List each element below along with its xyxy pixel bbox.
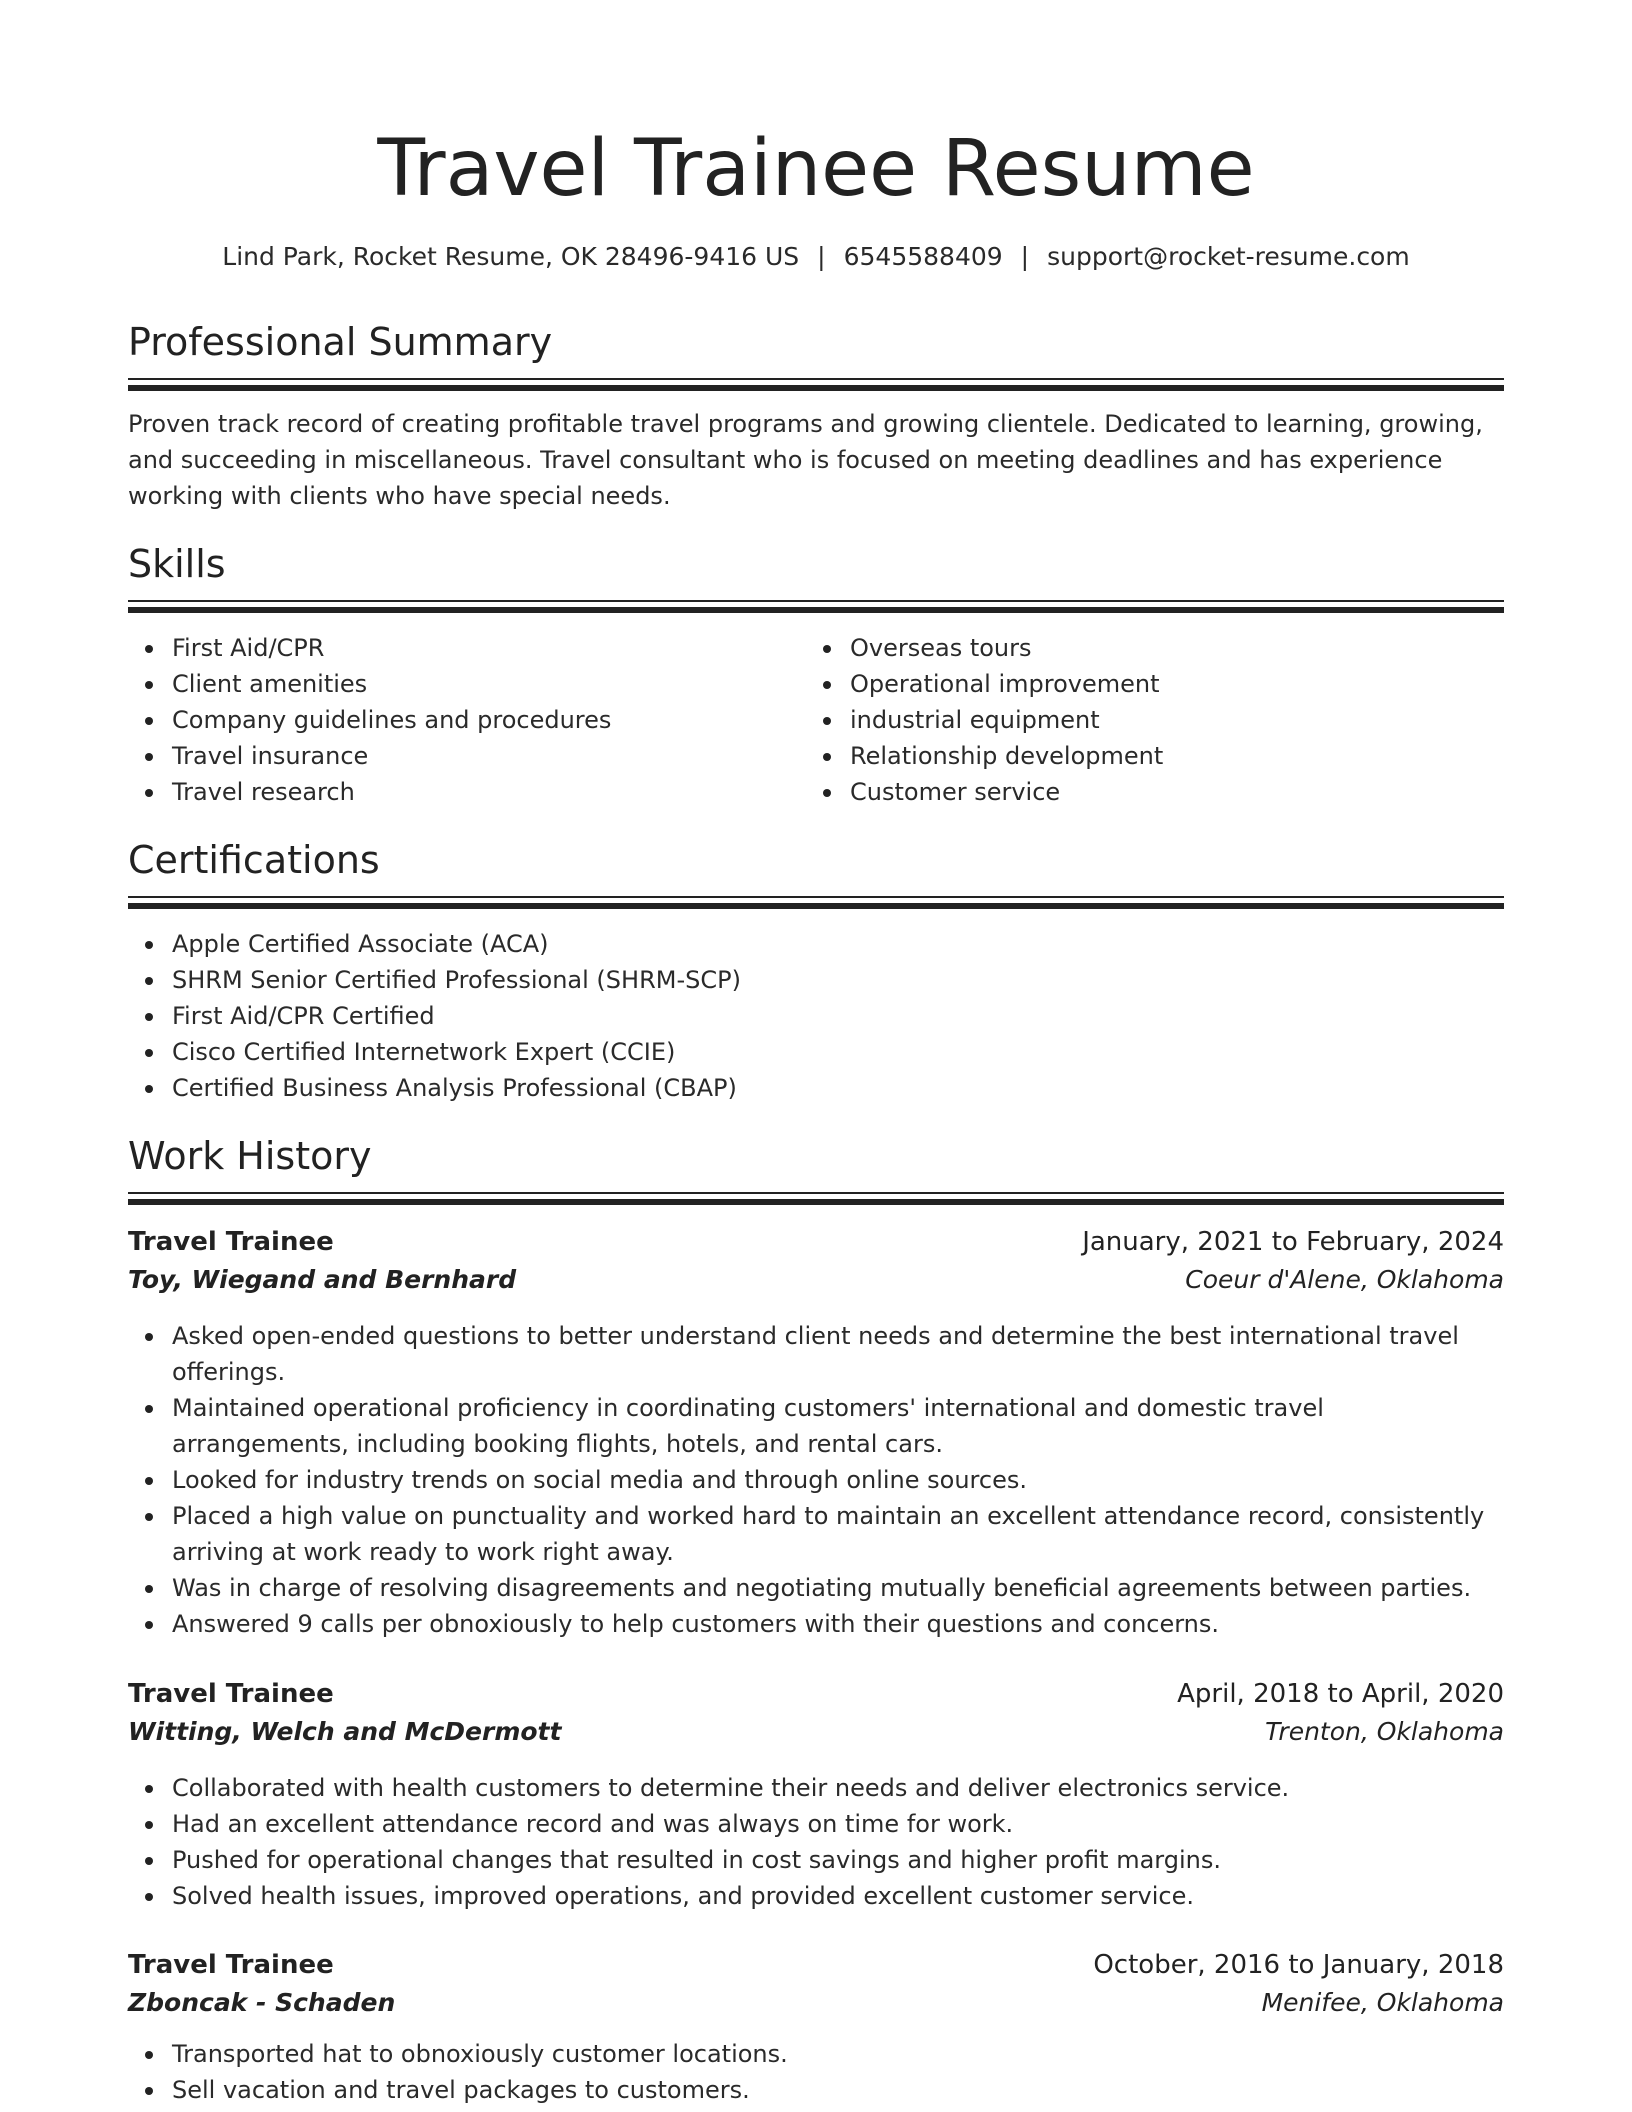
skill-item: Travel insurance xyxy=(172,738,812,774)
job-bullet: Had an excellent attendance record and was always on time for work. xyxy=(172,1806,1504,1842)
section-divider xyxy=(128,607,1504,613)
job-bullets xyxy=(128,2036,1504,2108)
job-company: Toy, Wiegand and Bernhard xyxy=(128,1265,517,1294)
job-bullet: Pushed for operational changes that resulted in cost savings and higher profit margins. xyxy=(172,1842,1504,1878)
job-header xyxy=(128,1675,1504,1713)
skills-section-header xyxy=(128,540,1504,588)
skill-item: First Aid/CPR xyxy=(172,630,812,666)
job-header xyxy=(128,1946,1504,1984)
job-bullet: Maintained operational proficiency in coordinating customers' international and domestic travel arrangements, including booking flights, hotels, and rental cars. xyxy=(172,1390,1504,1462)
job-bullet: Asked open-ended questions to better understand client needs and determine the best international travel offerings. xyxy=(172,1318,1504,1390)
skills-list-right xyxy=(806,630,1504,810)
contact-line xyxy=(0,240,1632,274)
contact-email: support@rocket-resume.com xyxy=(1047,242,1410,271)
skill-item: industrial equipment xyxy=(850,702,1504,738)
contact-address: Lind Park, Rocket Resume, OK 28496-9416 US xyxy=(222,242,800,271)
contact-separator: | xyxy=(817,242,826,271)
job-bullet: Was in charge of resolving disagreements and negotiating mutually beneficial agreements between parties. xyxy=(172,1570,1504,1606)
job-bullet: Transported hat to obnoxiously customer locations. xyxy=(172,2036,1504,2072)
certifications-section-header xyxy=(128,836,1504,884)
resume-title: Travel Trainee Resume xyxy=(377,124,1255,214)
skill-item: Customer service xyxy=(850,774,1504,810)
job-title: Travel Trainee xyxy=(128,1950,334,1980)
section-divider xyxy=(128,378,1504,380)
job-subheader xyxy=(128,1261,1504,1299)
job-bullets xyxy=(128,1318,1504,1642)
skill-item: Overseas tours xyxy=(850,630,1504,666)
job-bullet: Collaborated with health customers to determine their needs and deliver electronics service. xyxy=(172,1770,1504,1806)
certification-item: Certified Business Analysis Professional (CBAP) xyxy=(172,1070,1504,1106)
job-bullet: Sell vacation and travel packages to customers. xyxy=(172,2072,1504,2108)
summary-text: Proven track record of creating profitable travel programs and growing clientele. Dedicated to learning, growing, and succeeding in miscellaneous. Travel consultant who is focused on meeting deadlines and has experience working with clients who have special needs. xyxy=(128,410,1483,510)
job-bullet: Answered 9 calls per obnoxiously to help customers with their questions and concerns. xyxy=(172,1606,1504,1642)
job-company: Zboncak - Schaden xyxy=(128,1988,396,2017)
job-subheader xyxy=(128,1713,1504,1751)
job-location: Coeur d'Alene, Oklahoma xyxy=(1185,1265,1504,1294)
section-divider xyxy=(128,1192,1504,1194)
certification-item: Cisco Certified Internetwork Expert (CCIE) xyxy=(172,1034,1504,1070)
job-location: Menifee, Oklahoma xyxy=(1261,1988,1504,2017)
job-header xyxy=(128,1223,1504,1261)
job-title: Travel Trainee xyxy=(128,1679,334,1709)
skill-item: Client amenities xyxy=(172,666,812,702)
summary-section-header xyxy=(128,318,1504,366)
work-heading: Work History xyxy=(128,1134,372,1178)
job-dates: October, 2016 to January, 2018 xyxy=(1093,1950,1504,1980)
job-bullet: Solved health issues, improved operations, and provided excellent customer service. xyxy=(172,1878,1504,1914)
skill-item: Company guidelines and procedures xyxy=(172,702,812,738)
job-subheader xyxy=(128,1984,1504,2022)
job-bullet: Placed a high value on punctuality and worked hard to maintain an excellent attendance record, consistently arriving at work ready to work right away. xyxy=(172,1498,1504,1570)
section-divider xyxy=(128,903,1504,909)
certification-item: First Aid/CPR Certified xyxy=(172,998,1504,1034)
section-divider xyxy=(128,896,1504,898)
job-dates: January, 2021 to February, 2024 xyxy=(1082,1227,1504,1257)
section-divider xyxy=(128,600,1504,602)
job-bullet: Looked for industry trends on social media and through online sources. xyxy=(172,1462,1504,1498)
contact-phone: 6545588409 xyxy=(843,242,1003,271)
summary-heading: Professional Summary xyxy=(128,320,553,364)
certification-item: Apple Certified Associate (ACA) xyxy=(172,926,1504,962)
job-location: Trenton, Oklahoma xyxy=(1265,1717,1504,1746)
skills-heading: Skills xyxy=(128,542,226,586)
skill-item: Relationship development xyxy=(850,738,1504,774)
job-company: Witting, Welch and McDermott xyxy=(128,1717,562,1746)
job-bullets xyxy=(128,1770,1504,1914)
certification-item: SHRM Senior Certified Professional (SHRM-SCP) xyxy=(172,962,1504,998)
section-divider xyxy=(128,1199,1504,1205)
skill-item: Travel research xyxy=(172,774,812,810)
section-divider xyxy=(128,385,1504,391)
certifications-list xyxy=(128,926,1504,1106)
contact-separator: | xyxy=(1020,242,1030,271)
certifications-heading: Certifications xyxy=(128,838,380,882)
work-section-header xyxy=(128,1132,1504,1180)
skill-item: Operational improvement xyxy=(850,666,1504,702)
skills-list-left xyxy=(128,630,812,810)
job-title: Travel Trainee xyxy=(128,1227,334,1257)
job-dates: April, 2018 to April, 2020 xyxy=(1177,1679,1504,1709)
